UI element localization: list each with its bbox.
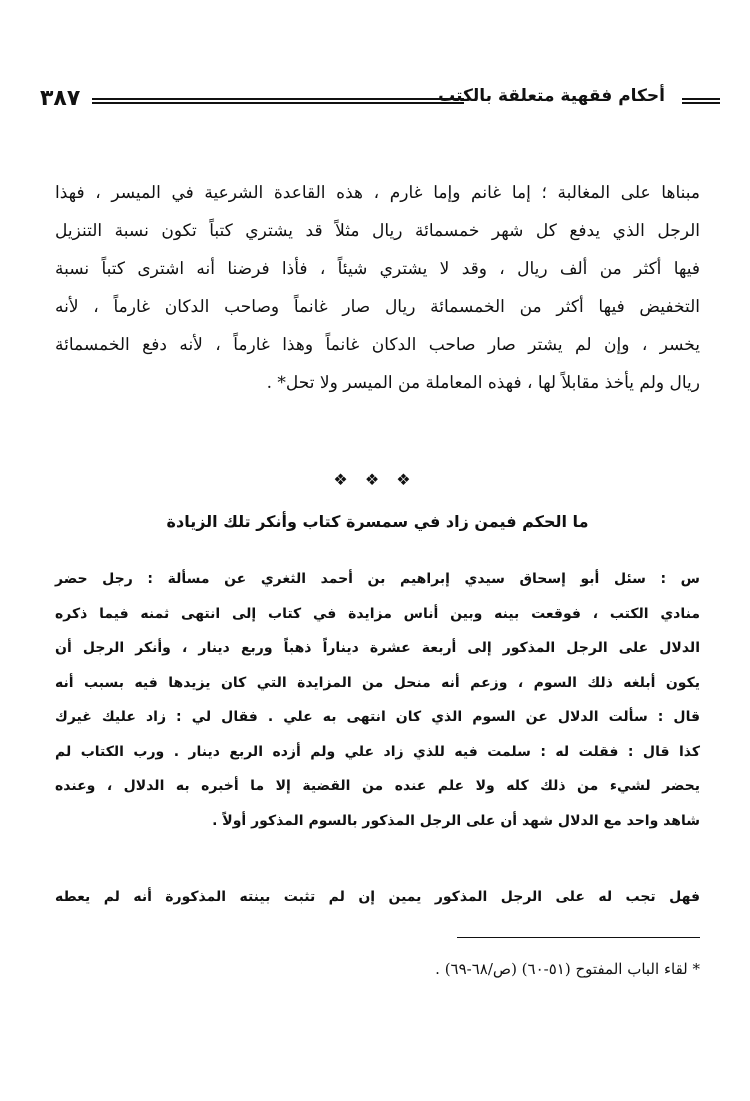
text-line: س : سئل أبو إسحاق سيدي إبراهيم بن أحمد الثغري عن مسألة : رجل حضر [55,571,700,587]
section-heading: ما الحكم فيمن زاد في سمسرة كتاب وأنكر تلك الزيادة [166,512,589,531]
text-line: يكون أبلغه ذلك السوم ، وزعم أنه منحل من المزايدة التي كان يزيدها فيه بسبب أنه [55,674,700,691]
running-header [40,86,720,114]
text-line: الرجل الذي يدفع كل شهر خمسمائة ريال مثلاً قد يشتري كتباً تكون نسبة التنزيل [55,221,700,241]
text-line: ريال ولم يأخذ مقابلاً لها ، فهذه المعاملة من الميسر ولا تحل* . [266,373,700,393]
running-title: أحكام فقهية متعلقة بالكتب [438,86,665,106]
text-line: قال : سألت الدلال عن السوم الذي كان انتهى به علي . فقال لي : زاد عليك غيرك [55,709,700,725]
text-line: شاهد واحد مع الدلال شهد أن على الرجل المذكور بالسوم المذكور أولاً . [212,812,700,829]
text-line: كذا قال : فقلت له : سلمت فيه للذي زاد علي ولم أزده الربع دينار . ورب الكتاب لم [55,743,700,760]
footnote: * لقاء الباب المفتوح (٥١-٦٠) (ص/٦٨-٦٩) . [435,960,700,978]
section-separator: ❖ ❖ ❖ [333,470,417,489]
header-rule-long [92,98,464,104]
text-line: التخفيض فيها أكثر من الخمسمائة ريال صار غانماً وصاحب الدكان غارماً ، لأنه [55,297,700,317]
header-rule-short [682,98,720,104]
text-line: فيها أكثر من ألف ريال ، وقد لا يشتري شيئاً ، فأذا فرضنا أنه اشترى كتباً نسبة [55,259,700,279]
text-line: الدلال على الرجل المذكور إلى أربعة عشرة ديناراً ذهباً وربع دينار ، وأنكر الرجل أن [55,640,700,656]
text-line: مبناها على المغالبة ؛ إما غانم وإما غارم ، هذه القاعدة الشرعية في الميسر ، فهذا [55,183,700,203]
paragraph-2 [55,562,700,838]
paragraph-3 [55,880,700,914]
text-line: يحضر لشيء من ذلك كله ولا علم عنده من القضية إلا ما أخبره به الدلال ، وعنده [55,778,700,794]
footnote-rule [457,937,700,938]
paragraph-1 [55,174,700,402]
text-line: يخسر ، وإن لم يشتر صار صاحب الدكان غانماً وهذا غارماً ، لأنه دفع الخمسمائة [55,335,700,355]
text-line: منادي الكتب ، فوقعت بينه وبين أناس مزايدة في كتاب إلى انتهى ثمنه فيما ذكره [55,605,700,622]
page-number: ٣٨٧ [40,86,81,111]
text-line: فهل تجب له على الرجل المذكور يمين إن لم تثبت بينته المذكورة أنه لم يعطه [55,889,700,905]
